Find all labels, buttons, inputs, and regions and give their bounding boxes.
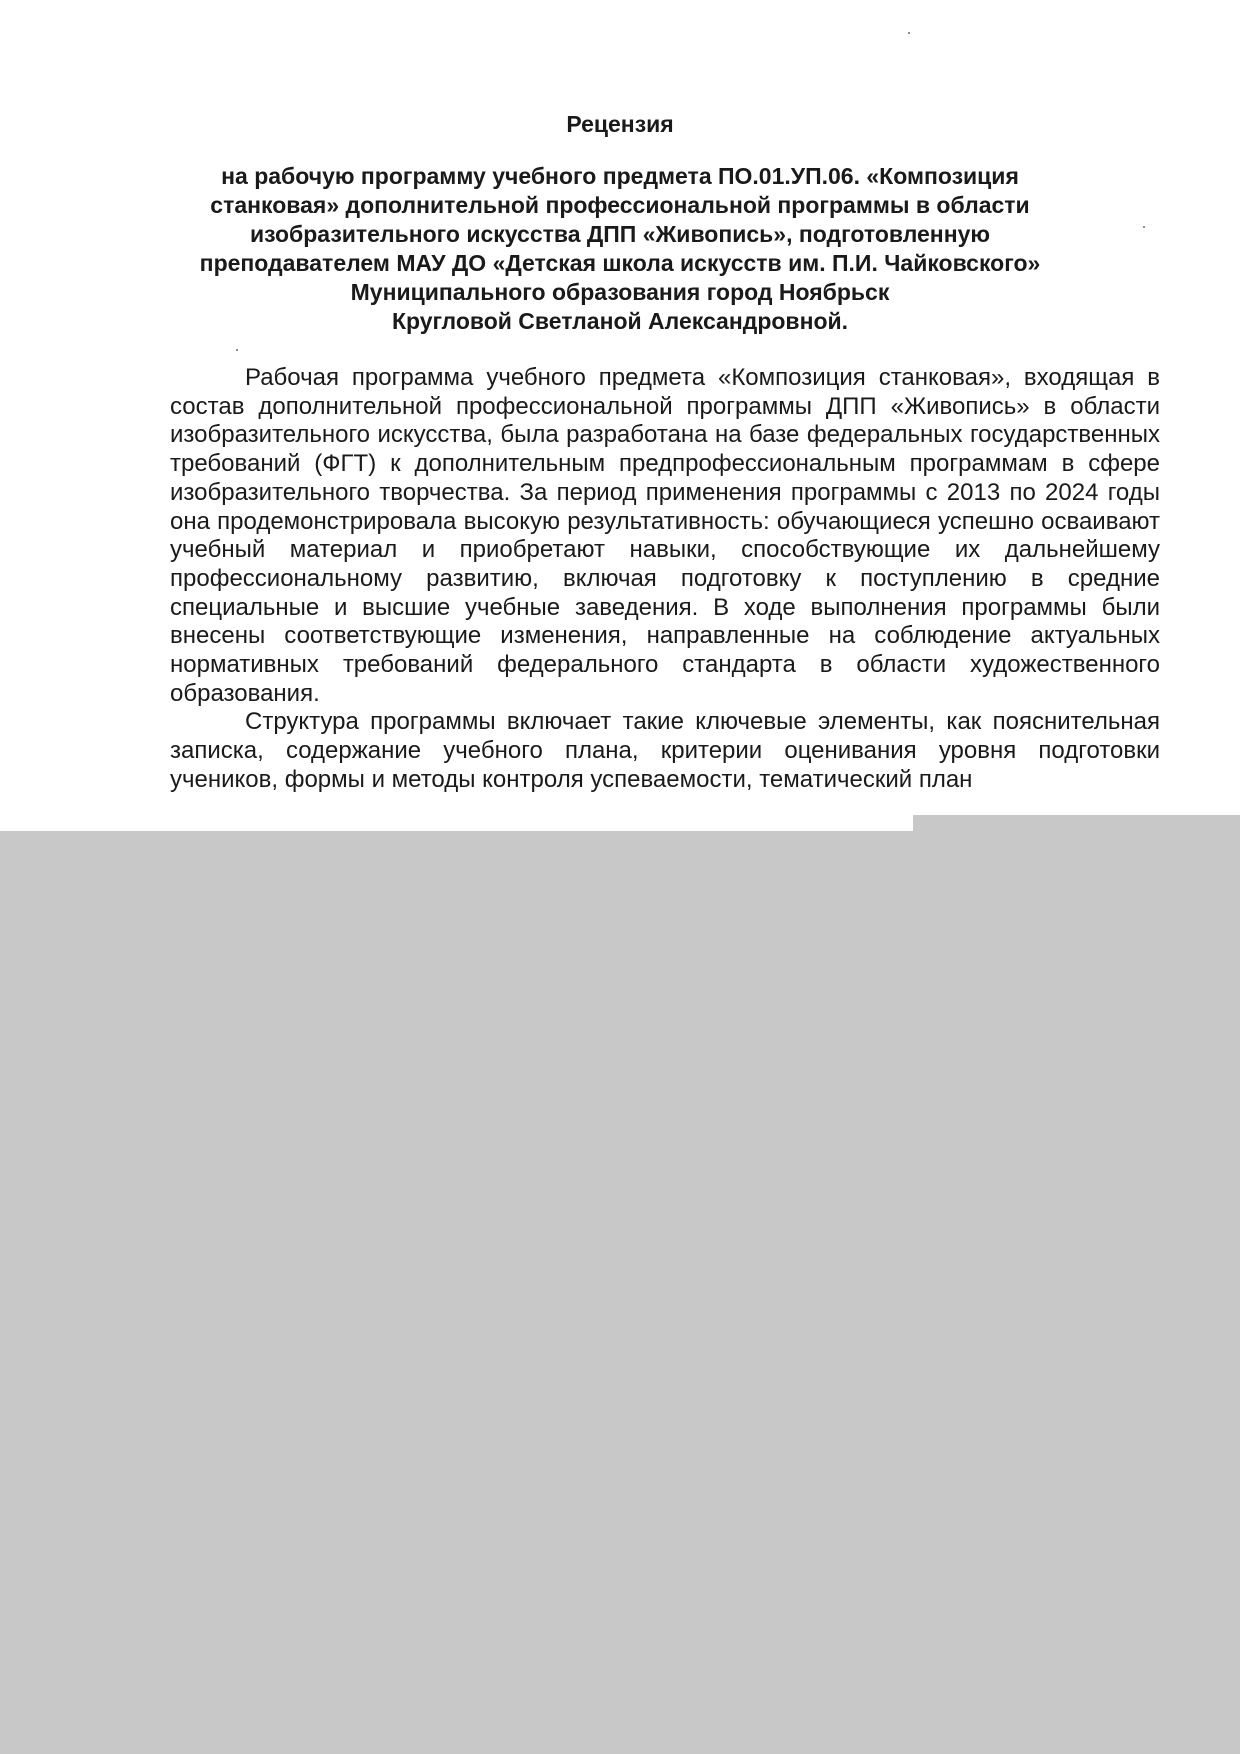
document-body bbox=[170, 364, 1160, 795]
subtitle-line: преподавателем МАУ ДО «Детская школа искусств им. П.И. Чайковского» bbox=[199, 250, 1041, 276]
subtitle-line: на рабочую программу учебного предмета ПО.01.УП.06. «Композиция bbox=[221, 163, 1019, 189]
subtitle-line: станковая» дополнительной профессиональной программы в области bbox=[210, 192, 1030, 218]
scan-speck bbox=[908, 32, 910, 34]
scan-speck bbox=[1143, 226, 1145, 228]
redaction-block bbox=[0, 831, 1240, 1754]
subtitle-line: изобразительного искусства ДПП «Живопись», подготовленную bbox=[249, 221, 991, 247]
document-subtitle bbox=[130, 162, 1110, 336]
body-paragraph: Структура программы включает такие ключевые элементы, как пояснительная записка, содержание учебного плана, критерии оценивания уровня подготовки учеников, формы и методы контроля успеваемости, тематический план bbox=[170, 708, 1160, 793]
document-title: Рецензия bbox=[566, 111, 674, 137]
scan-speck bbox=[236, 349, 238, 351]
subtitle-line: Муниципального образования город Ноябрьск bbox=[350, 279, 890, 305]
subtitle-line: Кругловой Светланой Александровной. bbox=[391, 308, 849, 334]
body-paragraph: Рабочая программа учебного предмета «Композиция станковая», входящая в состав дополнительной профессиональной программы ДПП «Живопись» в области изобразительного искусства, была разработана на базе федеральных государственных требований (ФГТ) к дополнительным предпрофессиональным программам в сфере изобразительного творчества. За период применения программы с 2013 по 2024 годы она продемонстрировала высокую результативность: обучающиеся успешно осваивают учебный материал и приобретают навыки, способствующие их дальнейшему профессиональному развитию, включая подготовку к поступлению в средние специальные и высшие учебные заведения. В ходе выполнения программы были внесены соответствующие изменения, направленные на соблюдение актуальных нормативных требований федерального стандарта в области художественного образования. bbox=[170, 364, 1160, 707]
